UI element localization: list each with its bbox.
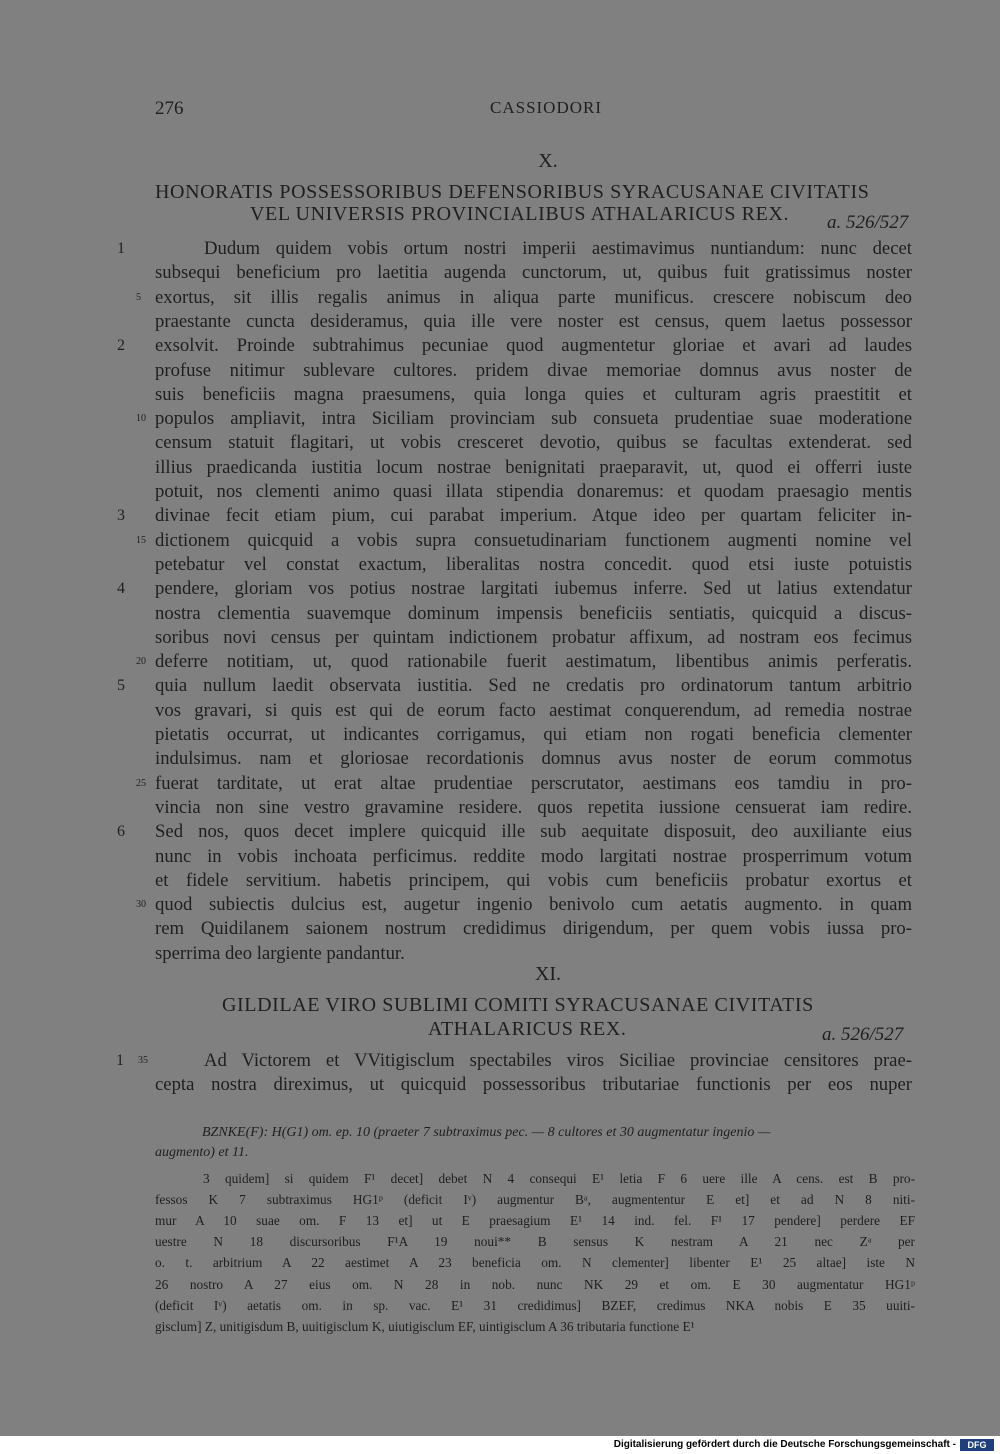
text-line: subsequi beneficium pro laetitia augenda cunctorum, ut, quibus fuit gratissimus noster <box>155 262 912 284</box>
section-number: 1 <box>116 1052 124 1069</box>
text-line: pietatis occurrat, ut indicantes corrigamus, qui etiam non rogati beneficia clementer <box>155 724 912 745</box>
text-line: censum statuit flagitari, ut vobis cresceret devotio, quibus se facultas extenderat. sed <box>155 432 912 454</box>
section-number: 1 <box>117 240 125 257</box>
text-line: Ad Victorem et VVitigisclum spectabiles viros Siciliae provinciae censitores prae- <box>204 1050 912 1071</box>
text-line: praestante cuncta desideramus, quia ille vere noster est census, quem laetus possessor <box>155 310 912 332</box>
section-number: 4 <box>117 580 125 598</box>
letter-date: a. 526/527 <box>827 212 909 233</box>
apparatus-line: o. t. arbitrium A 22 aestimet A 23 beneficia om. N clementer] libenter E¹ 25 altae] iste N <box>155 1255 915 1271</box>
line-number: 15 <box>136 534 146 546</box>
line-number: 20 <box>136 656 146 668</box>
letter-number: X. <box>538 150 558 172</box>
line-number: 35 <box>138 1055 148 1066</box>
dfg-logo-icon: DFG <box>960 1439 994 1451</box>
line-number: 25 <box>136 777 146 789</box>
text-line: deferre notitiam, ut, quod rationabile fuerit aestimatum, libentibus animis perferatis. <box>155 651 912 673</box>
text-line: Dudum quidem vobis ortum nostri imperii aestimavimus nuntiandum: nunc decet <box>204 238 912 259</box>
letter-title-line2: VEL UNIVERSIS PROVINCIALIBUS ATHALARICUS REX. <box>250 203 790 225</box>
text-line: quia nullum laedit observata iustitia. Sed ne credatis pro ordinatorum tantum arbitrio <box>155 675 912 697</box>
text-line: et fidele servitium. habetis principem, qui vobis cum beneficiis probatur exortus et <box>155 869 912 891</box>
section-number: 2 <box>117 337 125 355</box>
section-number: 3 <box>117 507 125 525</box>
letter-title-line1: HONORATIS POSSESSORIBUS DEFENSORIBUS SYRACUSANAE CIVITATIS <box>155 181 870 203</box>
text-line: pendere, gloriam vos potius nostrae largitati iubemus inferre. Sed ut latius extendatur <box>155 578 912 600</box>
line-number: 5 <box>136 291 141 303</box>
letter2-title-line1: GILDILAE VIRO SUBLIMI COMITI SYRACUSANAE CIVITATIS <box>222 994 814 1016</box>
apparatus-sigla: BZNKE(F): H(G1) om. ep. 10 (praeter 7 subtraximus pec. — 8 cultores et 30 augmentatur ingenio — <box>202 1125 771 1140</box>
apparatus-line: uestre N 18 discursoribus F¹A 19 noui** B sensus K nestram A 21 nec Zᵃ per <box>155 1234 915 1250</box>
letter2-date: a. 526/527 <box>822 1024 904 1045</box>
text-line: rem Quidilanem saionem nostrum credidimus dirigendum, per quem vobis iussa pro- <box>155 918 912 940</box>
text-line: nostra clementia suavemque dominum impensis beneficiis sentiatis, quicquid a discus- <box>155 602 912 624</box>
apparatus-line: mur A 10 suae om. F 13 et] ut E praesagium E¹ 14 ind. fel. F¹ 17 pendere] perdere EF <box>155 1213 915 1229</box>
text-line: dictionem quicquid a vobis supra consuetudinariam functionem augmenti nomine vel <box>155 529 912 551</box>
text-line: exsolvit. Proinde subtrahimus pecuniae quod augmentetur gloriae et avari ad laudes <box>155 335 912 357</box>
text-line: petebatur vel constat exactum, liberalitas nostra concedit. quod etsi iuste potuistis <box>155 553 912 575</box>
text-line: suis beneficiis magna praesumens, quia longa quies et culturam agris praestitit et <box>155 383 912 405</box>
apparatus-line: 3 quidem] si quidem F¹ decet] debet N 4 consequi E¹ letia F 6 uere ille A cens. est B pro- <box>203 1171 915 1186</box>
page-number: 276 <box>155 98 184 119</box>
text-line: sperrima deo largiente pandantur. <box>155 942 405 964</box>
section-number: 5 <box>117 677 125 695</box>
text-line: vos gravari, si quis est qui de eorum facto aestimat conquerendum, ad remedia nostrae <box>155 699 912 721</box>
text-line: cepta nostra direximus, ut quicquid possessoribus tributariae functionis per eos nuper <box>155 1074 912 1095</box>
section-number: 6 <box>117 823 125 841</box>
text-line: profuse nitimur sublevare cultores. pridem divae memoriae domnus avus noster de <box>155 359 912 381</box>
apparatus-line: 26 nostro A 27 eius om. N 28 in nob. nunc NK 29 et om. E 30 augmentatur HG1ᵖ <box>155 1276 915 1292</box>
line-number: 30 <box>136 899 146 911</box>
text-line: exortus, sit illis regalis animus in aliqua parte munificus. crescere nobiscum deo <box>155 286 912 308</box>
text-line: indulsimus. nam et gloriosae recordationis domnus avus noster de eorum commotus <box>155 748 912 770</box>
text-line: divinae fecit etiam pium, cui parabat imperium. Atque ideo per quartam feliciter in- <box>155 505 912 527</box>
text-line: populos ampliavit, intra Siciliam provinciam sub consueta prudentiae suae moderatione <box>155 408 912 430</box>
text-line: quod subiectis dulcius est, augetur ingenio benivolo cum aetatis augmento. in quam <box>155 894 912 916</box>
letter2-title-line2: ATHALARICUS REX. <box>428 1018 627 1040</box>
running-title: CASSIODORI <box>490 98 603 117</box>
text-line: potuit, nos clementi animo quasi illata stipendia donaremus: et quodam praesagio mentis <box>155 481 912 502</box>
text-line: nunc in vobis inchoata perficimus. reddite modo largitati nostrae prosperrimum votum <box>155 845 912 867</box>
apparatus-sigla-2: augmento) et 11. <box>155 1145 249 1160</box>
funding-credit: Digitalisierung gefördert durch die Deutsche Forschungsgemeinschaft - <box>613 1439 956 1450</box>
letter-number-2: XI. <box>534 963 562 985</box>
apparatus-line: (deficit Iᵛ) aetatis om. in sp. vac. E¹ 31 credidimus] BZEF, credimus NKA nobis E 35 uuiti- <box>155 1297 915 1313</box>
text-line: illius praedicanda iustitia locum nostrae benignitati praeparavit, ut, quod ei offerri iuste <box>155 456 912 478</box>
apparatus-line: fessos K 7 subtraximus HG1ᵖ (deficit Iᵛ) augmentur Bᵃ, augmententur E et] et ad N 8 niti- <box>155 1192 915 1208</box>
text-line: fuerat tarditate, ut erat altae prudentiae perscrutator, aestimans eos tamdiu in pro- <box>155 772 912 794</box>
apparatus-line: gisclum] Z, unitigisdum B, uuitigisclum K, uiutigisclum EF, uintigisclum A 36 tributaria functione E¹ <box>155 1318 695 1334</box>
text-line: soribus novi census per quintam indictionem probatur affixum, ad nostram eos fecimus <box>155 626 912 648</box>
text-line: Sed nos, quos decet implere quicquid ille sub aequitate disposuit, deo auxiliante eius <box>155 821 912 843</box>
line-number: 10 <box>136 413 146 425</box>
text-line: vincia non sine vestro gravamine residere. quos repetita iussione censuerat iam redire. <box>155 796 912 818</box>
